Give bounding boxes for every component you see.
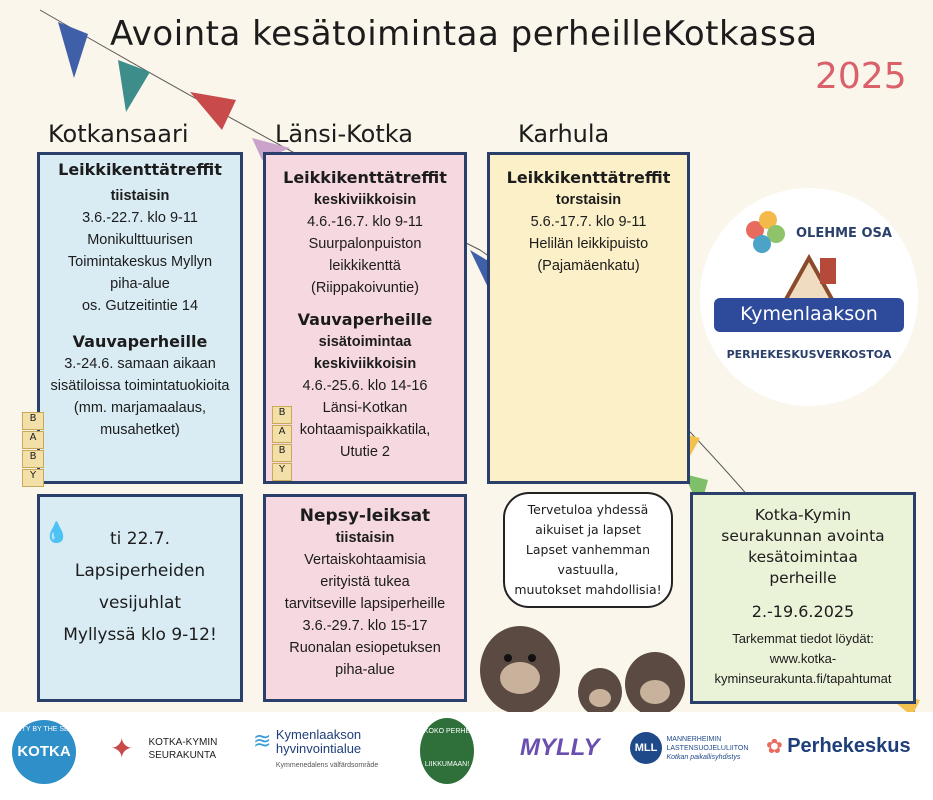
seurakunta-info: Tarkemmat tiedot löydät: (732, 631, 874, 646)
seurakunta-line: kesätoimintaa (748, 548, 858, 566)
logo-text: Kotkan paikallisyhdistys (666, 753, 741, 761)
footer-logos (0, 712, 933, 800)
baby-line: (mm. marjamaalaus, (73, 400, 207, 416)
water-drops-icon: 💧 (44, 520, 69, 544)
baby-subtitle: sisätoimintaa (318, 334, 412, 350)
baby-line: kohtaamispaikkatila, (299, 422, 431, 438)
card-place: (Pajamäenkatu) (537, 258, 640, 274)
card-place: leikkikenttä (329, 258, 401, 274)
logo-text: SEURAKUNTA (148, 750, 217, 761)
network-logo-top: OLEHME OSA (796, 226, 892, 241)
baby-blocks-decoration (272, 406, 292, 481)
card-place: Suurpalonpuiston (308, 236, 422, 252)
card-title: Leikkikenttätreffit (58, 160, 222, 179)
card-dates: 4.6.-16.7. klo 9-11 (307, 214, 423, 230)
logo-text: KOTKA-KYMIN (148, 737, 218, 748)
logo-text: Kymenlaakson (275, 727, 362, 742)
baby-block: B (22, 412, 44, 430)
baby-line: 4.6.-25.6. klo 14-16 (302, 378, 428, 394)
year-label: 2025 (815, 56, 907, 97)
vesijuhlat-line: Lapsiperheiden (74, 561, 206, 581)
seurakunta-logo (110, 732, 217, 766)
seurakunta-line: Kotka-Kymin (754, 506, 852, 524)
mll-logo (630, 732, 748, 764)
kotka-logo (12, 720, 76, 784)
hyvinvointialue-logo (253, 728, 378, 773)
bubble-line: muutokset mahdollisia! (514, 582, 662, 597)
logo-text: LIIKKUMAAN! (424, 761, 470, 768)
card-day: keskiviikkoisin (313, 192, 417, 208)
baby-blocks-decoration (22, 412, 44, 487)
seurakunta-info: www.kotka- (769, 651, 837, 666)
card-day: tiistaisin (335, 530, 395, 546)
column-heading-kotkansaari: Kotkansaari (48, 120, 189, 148)
card-place: piha-alue (110, 276, 170, 292)
card-place: (Riippakoivuntie) (311, 280, 419, 296)
koko-perhe-logo (420, 718, 474, 784)
baby-block: A (272, 425, 292, 443)
card-dates: 5.6.-17.7. klo 9-11 (530, 214, 647, 230)
card-title: Leikkikenttätreffit (506, 168, 671, 187)
perhekeskus-network-logo (700, 188, 918, 406)
seurakunta-line: perheille (769, 569, 837, 587)
baby-block: Y (272, 463, 292, 481)
baby-block: Y (22, 469, 44, 487)
perhekeskus-icon: ✿ (766, 736, 783, 758)
karhula-card (487, 152, 690, 484)
otters-illustration (470, 600, 690, 712)
logo-text: LASTENSUOJELULIITON (666, 744, 749, 752)
seurakunta-info: kyminseurakunta.fi/tapahtumat (714, 671, 892, 686)
card-address: os. Gutzeitintie 14 (81, 298, 199, 314)
baby-line: musahetket) (100, 422, 180, 438)
perhekeskus-logo (766, 734, 911, 759)
baby-block: B (272, 444, 292, 462)
card-title: Leikkikenttätreffit (283, 168, 447, 187)
vesijuhlat-line: ti 22.7. (109, 529, 171, 549)
baby-title: Vauvaperheille (72, 332, 208, 351)
card-place: Helilän leikkipuisto (528, 236, 649, 252)
baby-subtitle: keskiviikkoisin (313, 356, 417, 372)
kotka-logo-ring: CITY BY THE SEA (14, 726, 74, 733)
nepsy-line: Ruonalan esiopetuksen (289, 640, 441, 656)
seurakunta-dates: 2.-19.6.2025 (751, 602, 855, 621)
network-logo-bottom: PERHEKESKUSVERKOSTOA (726, 348, 892, 361)
card-title: Nepsy-leiksat (299, 506, 431, 526)
network-logo-banner: Kymenlaakson (740, 303, 878, 325)
bubble-line: Lapset vanhemman (525, 542, 651, 557)
cross-icon: ✦ (110, 733, 134, 764)
baby-block: A (22, 431, 44, 449)
card-place: Toimintakeskus Myllyn (67, 254, 213, 270)
bubble-line: vastuulla, (557, 562, 619, 577)
seurakunta-card (690, 492, 916, 704)
page-title: Avointa kesätoimintaa perheilleKotkassa (110, 14, 818, 54)
logo-text: hyvinvointialue (275, 741, 362, 756)
nepsy-line: tarvitseville lapsiperheille (284, 596, 446, 612)
lansikotka-card (263, 152, 467, 484)
nepsy-line: Vertaiskohtaamisia (304, 552, 426, 568)
bubble-line: aikuiset ja lapset (535, 522, 641, 537)
logo-text: Kymmenedalens välfärdsområde (275, 762, 379, 769)
card-dates: 3.6.-22.7. klo 9-11 (82, 210, 198, 226)
nepsy-card (263, 494, 467, 702)
seurakunta-line: seurakunnan avointa (721, 527, 885, 545)
baby-line: sisätiloissa toimintatuokioita (50, 378, 230, 394)
card-place: Monikulttuurisen (87, 232, 193, 248)
nepsy-line: piha-alue (335, 662, 395, 678)
kotkansaari-card (37, 152, 243, 484)
kotka-logo-text: KOTKA (17, 743, 71, 760)
wave-icon: ≋ (253, 728, 272, 753)
bubble-line: Tervetuloa yhdessä (527, 502, 649, 517)
mll-badge: MLL (630, 732, 662, 764)
column-heading-karhula: Karhula (518, 120, 610, 148)
mylly-logo: MYLLY (520, 734, 600, 761)
baby-block: B (272, 406, 292, 424)
vesijuhlat-line: Myllyssä klo 9-12! (63, 625, 217, 645)
baby-title: Vauvaperheille (297, 310, 433, 329)
card-day: tiistaisin (110, 188, 170, 204)
column-heading-lansikotka: Länsi-Kotka (275, 120, 413, 148)
logo-text: Perhekeskus (787, 735, 911, 757)
baby-line: 3.-24.6. samaan aikaan (64, 356, 216, 372)
baby-line: Länsi-Kotkan (322, 400, 408, 416)
nepsy-line: 3.6.-29.7. klo 15-17 (302, 618, 428, 634)
logo-text: KOKO PERHE (423, 728, 471, 735)
logo-text: MANNERHEIMIN (666, 735, 722, 743)
baby-block: B (22, 450, 44, 468)
nepsy-line: erityistä tukea (320, 574, 410, 590)
speech-bubble (503, 492, 673, 608)
baby-line: Ututie 2 (340, 444, 390, 460)
card-day: torstaisin (555, 192, 622, 208)
vesijuhlat-line: vesijuhlat (98, 593, 182, 613)
